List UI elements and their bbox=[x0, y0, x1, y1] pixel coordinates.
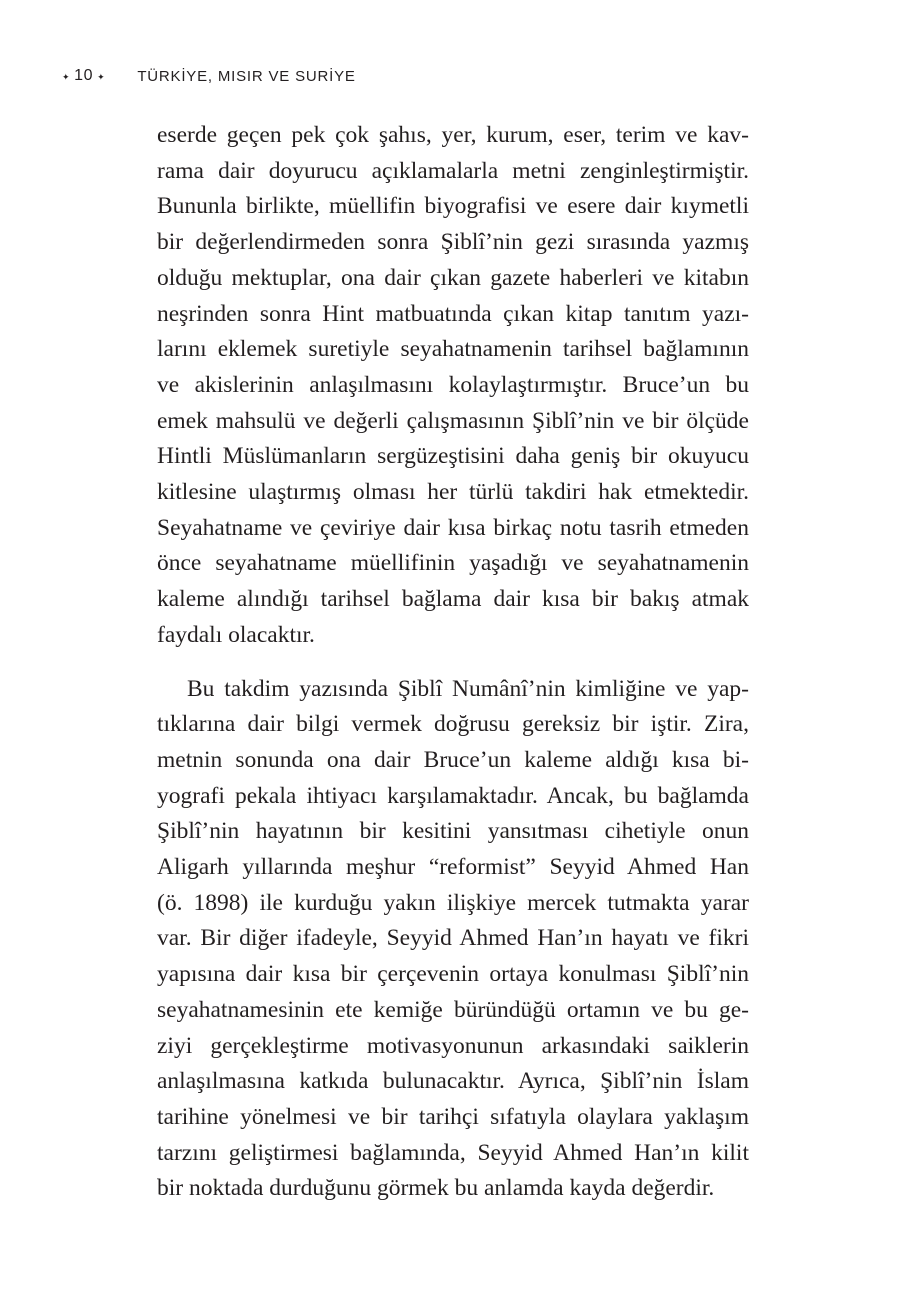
text-line: ziyi gerçekleştirme motivasyonunun arkasındaki saiklerin bbox=[157, 1032, 749, 1059]
text-line: rama dair doyurucu açıklamalarla metni zenginleştirmiştir. bbox=[157, 157, 749, 184]
text-line: seyahatnamesinin ete kemiğe büründüğü ortamın ve bu ge- bbox=[157, 996, 749, 1023]
text-line: emek mahsulü ve değerli çalışmasının Şiblî’nin ve bir ölçüde bbox=[157, 407, 749, 434]
text-line: kaleme alındığı tarihsel bağlama dair kısa bir bakış atmak bbox=[157, 586, 749, 613]
text-line: metnin sonunda ona dair Bruce’un kaleme aldığı kısa bi- bbox=[157, 746, 749, 773]
text-line: tıklarına dair bilgi vermek doğrusu gereksiz bir iştir. Zira, bbox=[157, 711, 749, 738]
page-number-group bbox=[62, 67, 105, 85]
text-line: bir noktada durduğunu görmek bu anlamda kayda değerdir. bbox=[157, 1175, 715, 1202]
text-line: neşrinden sonra Hint matbuatında çıkan kitap tanıtım yazı- bbox=[157, 300, 749, 327]
text-line: Şiblî’nin hayatının bir kesitini yansıtması cihetiyle onun bbox=[157, 818, 749, 845]
text-line: Bununla birlikte, müellifin biyografisi ve esere dair kıymetli bbox=[157, 193, 749, 220]
text-line: faydalı olacaktır. bbox=[157, 621, 315, 648]
page-number: 10 bbox=[74, 67, 94, 84]
text-line: Aligarh yıllarında meşhur “reformist” Seyyid Ahmed Han bbox=[157, 854, 749, 881]
text-line: bir değerlendirmeden sonra Şiblî’nin gezi sırasında yazmış bbox=[157, 229, 749, 256]
body-text bbox=[157, 118, 749, 1207]
text-line: larını eklemek suretiyle seyahatnamenin tarihsel bağlamının bbox=[157, 336, 749, 363]
paragraph-1 bbox=[157, 118, 749, 654]
right-star-ornament-icon: ✦ bbox=[97, 71, 106, 82]
running-title: TÜRKİYE, MISIR VE SURİYE bbox=[137, 67, 356, 85]
text-line: Seyahatname ve çeviriye dair kısa birkaç notu tasrih etmeden bbox=[157, 514, 749, 541]
text-line: kitlesine ulaştırmış olması her türlü takdiri hak etmektedir. bbox=[157, 479, 749, 506]
text-line: ve akislerinin anlaşılmasını kolaylaştırmıştır. Bruce’un bu bbox=[157, 371, 749, 398]
text-line: yapısına dair kısa bir çerçevenin ortaya konulması Şiblî’nin bbox=[157, 961, 749, 988]
left-star-ornament-icon: ✦ bbox=[62, 71, 71, 82]
text-line: eserde geçen pek çok şahıs, yer, kurum, eser, terim ve kav- bbox=[157, 122, 749, 148]
text-line: var. Bir diğer ifadeyle, Seyyid Ahmed Han’ın hayatı ve fikri bbox=[157, 925, 749, 952]
text-line: yografi pekala ihtiyacı karşılamaktadır. Ancak, bu bağlamda bbox=[157, 782, 749, 809]
paragraph-2 bbox=[157, 672, 749, 1208]
text-line: Bu takdim yazısında Şiblî Numânî’nin kimliğine ve yap- bbox=[187, 675, 749, 702]
text-line: tarihine yönelmesi ve bir tarihçi sıfatıyla olaylara yaklaşım bbox=[157, 1103, 749, 1130]
text-line: tarzını geliştirmesi bağlamında, Seyyid Ahmed Han’ın kilit bbox=[157, 1139, 749, 1166]
running-header bbox=[62, 64, 356, 88]
text-line: olduğu mektuplar, ona dair çıkan gazete haberleri ve kitabın bbox=[157, 264, 749, 291]
text-line: Hintli Müslümanların sergüzeştisini daha geniş bir okuyucu bbox=[157, 443, 749, 470]
text-line: (ö. 1898) ile kurduğu yakın ilişkiye mercek tutmakta yarar bbox=[157, 889, 749, 916]
text-line: anlaşılmasına katkıda bulunacaktır. Ayrıca, Şiblî’nin İslam bbox=[157, 1068, 749, 1095]
text-line: önce seyahatname müellifinin yaşadığı ve seyahatnamenin bbox=[157, 550, 749, 577]
